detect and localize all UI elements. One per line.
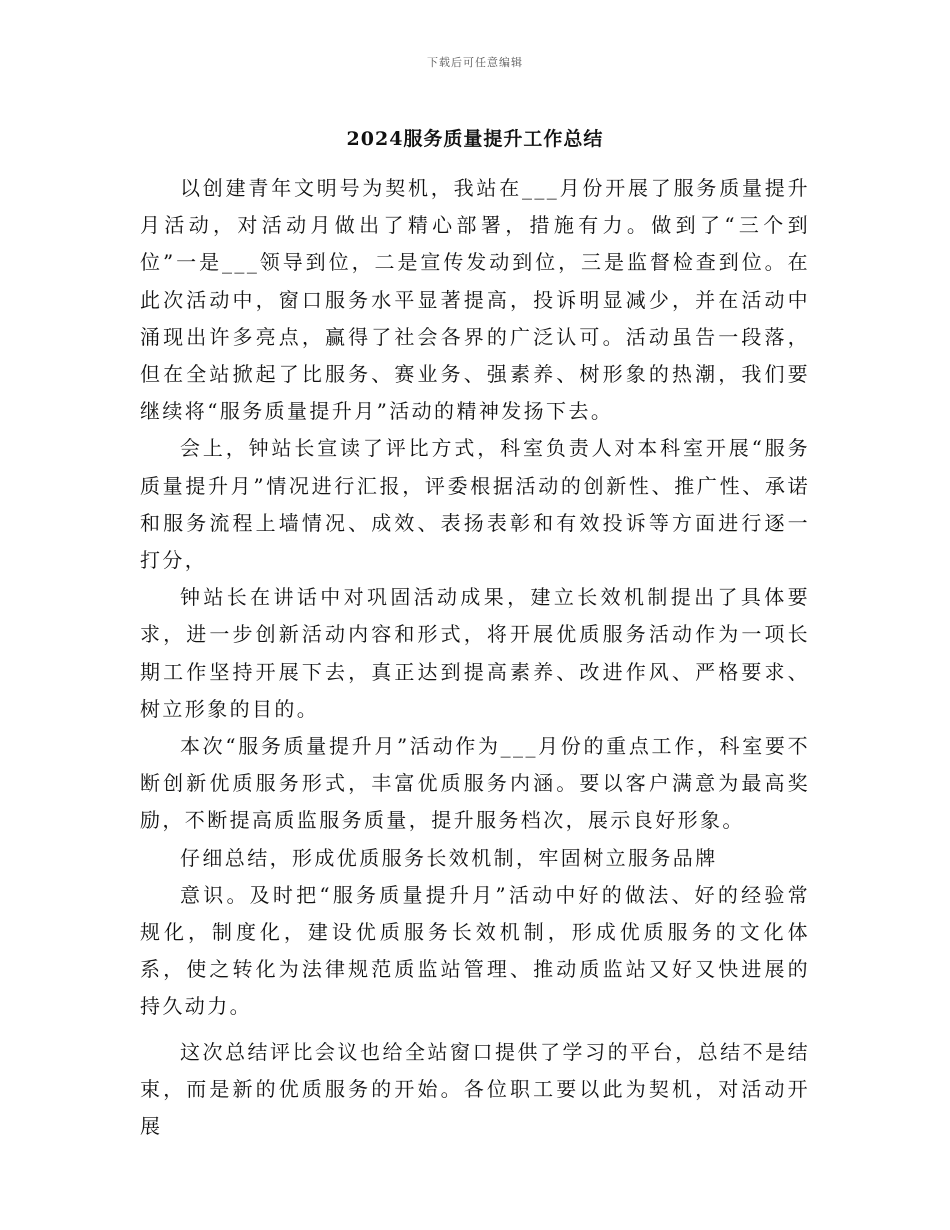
paragraph: 本次“服务质量提升月”活动作为___月份的重点工作，科室要不断创新优质服务形式，丰富优质服务内涵。要以客户满意为最高奖励，不断提高质监服务质量，提升服务档次，展示良好形象。	[140, 734, 810, 833]
paragraph: 会上，钟站长宣读了评比方式，科室负责人对本科室开展“服务质量提升月”情况进行汇报，评委根据活动的创新性、推广性、承诺和服务流程上墙情况、成效、表扬表彰和有效投诉等方面进行逐一打分，	[140, 436, 810, 573]
document-title: 2024服务质量提升工作总结	[346, 128, 604, 150]
paragraph: 这次总结评比会议也给全站窗口提供了学习的平台，总结不是结束，而是新的优质服务的开始。各位职工要以此为契机，对活动开展	[140, 1039, 810, 1139]
paragraph: 仔细总结，形成优质服务长效机制，牢固树立服务品牌	[180, 845, 718, 870]
paragraph: 以创建青年文明号为契机，我站在___月份开展了服务质量提升月活动，对活动月做出了精心部署，措施有力。做到了“三个到位”一是___领导到位，二是宣传发动到位，三是监督检查到位。在此次活动中，窗口服务水平显著提高，投诉明显减少，并在活动中涌现出许多亮点，赢得了社会各界的广泛认可。活动虽告一段落，但在全站掀起了比服务、赛业务、强素养、树形象的热潮，我们要继续将“服务质量提升月”活动的精神发扬下去。	[140, 176, 810, 424]
paragraph: 钟站长在讲话中对巩固活动成果，建立长效机制提出了具体要求，进一步创新活动内容和形式，将开展优质服务活动作为一项长期工作坚持开展下去，真正达到提高素养、改进作风、严格要求、树立形象的目的。	[140, 585, 810, 721]
document-body	[140, 170, 810, 1145]
paragraph: 意识。及时把“服务质量提升月”活动中好的做法、好的经验常规化，制度化，建设优质服务长效机制，形成优质服务的文化体系，使之转化为法律规范质监站管理、推动质监站又好又快进展的持久动力。	[140, 882, 810, 1019]
header-note: 下载后可任意编辑	[427, 56, 523, 69]
